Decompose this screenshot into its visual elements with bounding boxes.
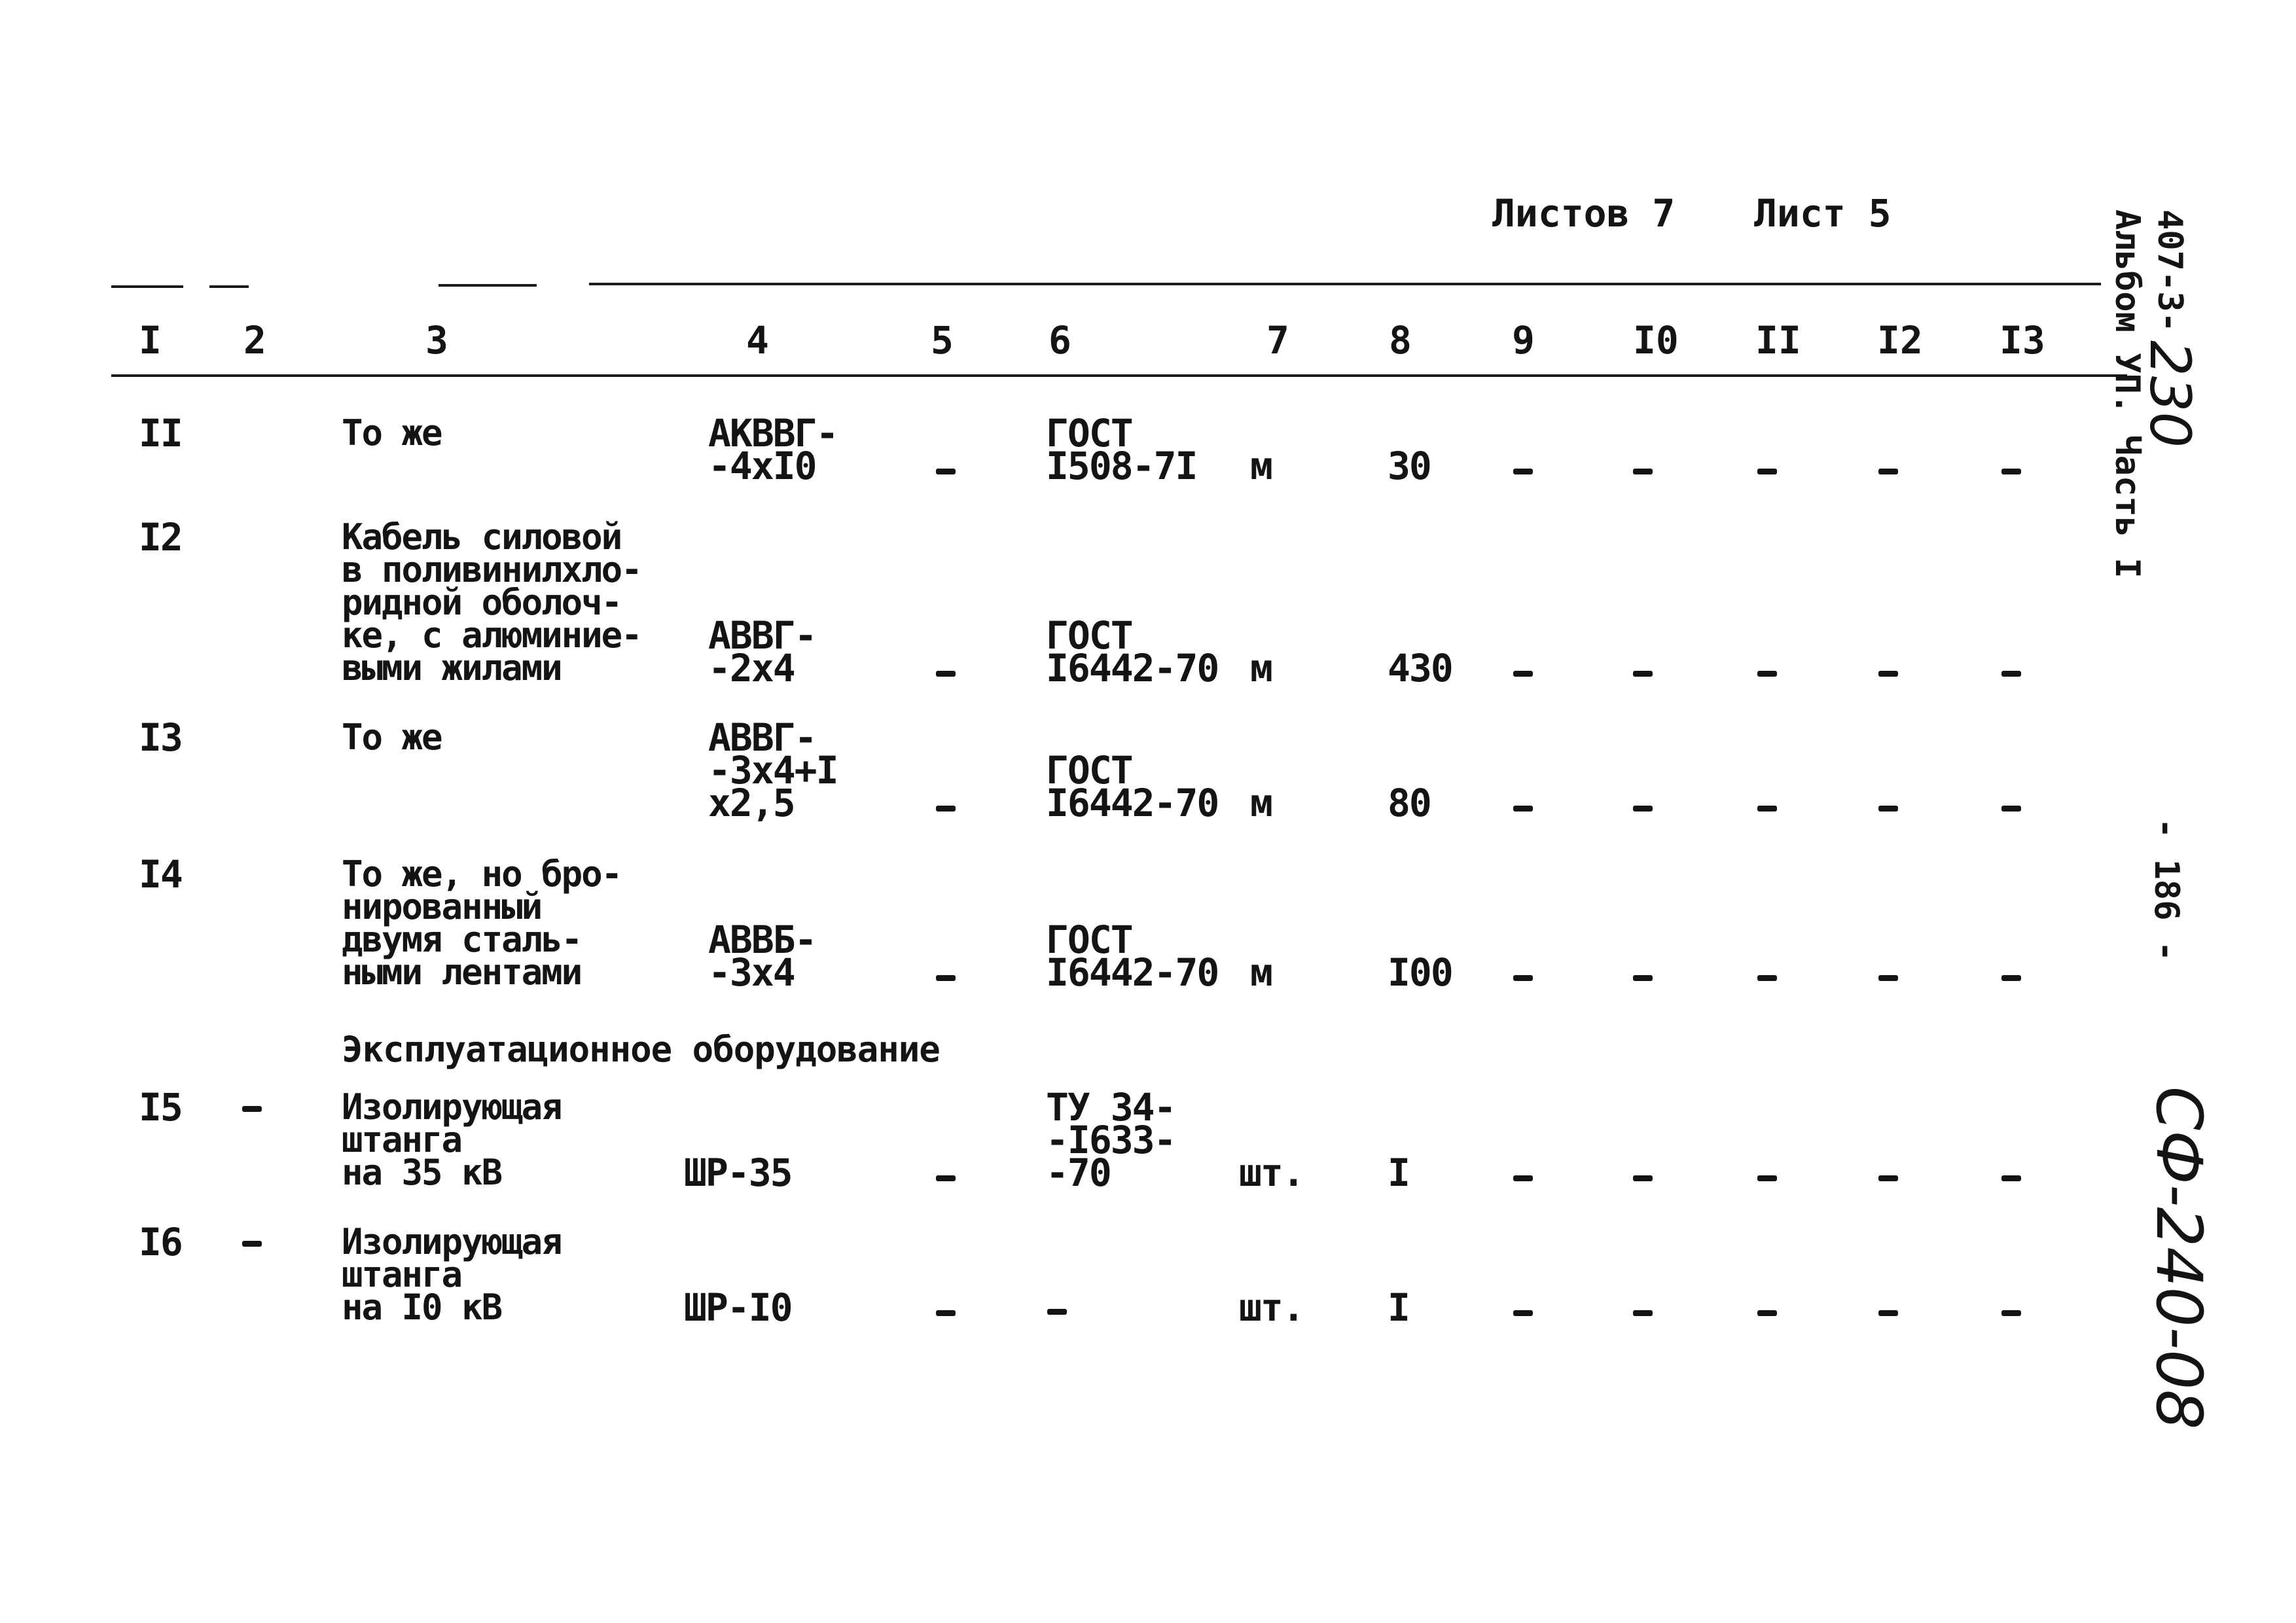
dash-mark — [2001, 469, 2021, 474]
row-number: II — [139, 411, 182, 455]
dash-mark — [936, 1175, 956, 1181]
dash-mark — [1757, 1310, 1777, 1316]
dash-mark — [2001, 975, 2021, 981]
standard-ref: ГОСТ — [1046, 613, 1132, 658]
dash-mark — [1878, 671, 1898, 677]
dash-mark — [1757, 975, 1777, 981]
dash-mark — [1513, 806, 1533, 812]
unit: шт. — [1239, 1150, 1304, 1195]
column-number: I3 — [2000, 318, 2045, 363]
item-name: нированный — [342, 886, 542, 927]
dash-mark — [1513, 1310, 1533, 1316]
item-name: выми жилами — [342, 647, 562, 688]
column-number: I — [139, 318, 162, 363]
item-name: ными лентами — [342, 952, 582, 993]
sheet-number: Лист 5 — [1754, 191, 1892, 236]
standard-ref: ГОСТ — [1046, 918, 1132, 962]
standard-ref: ГОСТ — [1046, 748, 1132, 793]
item-type: АВВБ- — [708, 918, 816, 962]
column-number: 8 — [1389, 318, 1412, 363]
dash-mark — [1757, 1175, 1777, 1181]
section-heading: Эксплуатационное оборудование — [342, 1029, 940, 1070]
dash-mark — [936, 975, 956, 981]
dash-mark — [2001, 1175, 2021, 1181]
archive-code-handwritten: СФ-240-08 — [2142, 1086, 2215, 1430]
item-name: в поливинилхло- — [342, 549, 641, 590]
dash-mark — [1757, 469, 1777, 474]
item-type: -3х4+I — [708, 748, 838, 793]
unit: м — [1250, 646, 1272, 690]
standard-ref: -70 — [1046, 1150, 1111, 1195]
dash-mark — [2001, 1310, 2021, 1316]
item-name: двумя сталь- — [342, 919, 582, 960]
top-rule — [589, 283, 2101, 285]
dash-mark — [242, 1106, 262, 1112]
row-number: I6 — [139, 1220, 182, 1264]
dash-mark — [1633, 1175, 1653, 1181]
dash-mark — [1633, 469, 1653, 474]
item-name: штанга — [342, 1254, 462, 1295]
standard-ref: -I633- — [1046, 1118, 1175, 1162]
item-type: АКВВГ- — [708, 411, 838, 455]
dash-mark — [1757, 671, 1777, 677]
dash-mark — [1513, 469, 1533, 474]
column-number: 5 — [931, 318, 954, 363]
dash-mark — [1878, 975, 1898, 981]
item-name: на 35 кВ — [342, 1152, 502, 1193]
dash-mark — [1878, 1310, 1898, 1316]
standard-ref: ГОСТ — [1046, 411, 1132, 455]
column-number: 9 — [1512, 318, 1535, 363]
standard-ref: I508-7I — [1046, 444, 1197, 488]
dash-mark — [1047, 1309, 1067, 1315]
row-number: I5 — [139, 1085, 182, 1130]
item-type: АВВГ- — [708, 613, 816, 658]
item-type: -3х4 — [708, 950, 795, 995]
dash-mark — [1513, 671, 1533, 677]
standard-ref: I6442-70 — [1046, 781, 1219, 825]
item-name: ке, с алюминие- — [342, 615, 641, 656]
column-number: I0 — [1633, 318, 1679, 363]
top-rule-fragment-1 — [111, 285, 183, 288]
dash-mark — [936, 806, 956, 812]
standard-ref: ТУ 34- — [1046, 1085, 1175, 1130]
item-type: -4хI0 — [708, 444, 816, 488]
item-name: штанга — [342, 1119, 462, 1160]
column-number: 4 — [746, 318, 769, 363]
page-number: - 186 - — [2147, 818, 2186, 962]
album-designation: Альбом УП. Часть I — [2108, 209, 2147, 579]
dash-mark — [1513, 975, 1533, 981]
dash-mark — [1633, 671, 1653, 677]
item-type: х2,5 — [708, 781, 795, 825]
top-rule-fragment-2 — [209, 285, 249, 288]
dash-mark — [1633, 806, 1653, 812]
dash-mark — [2001, 671, 2021, 677]
unit: м — [1250, 444, 1272, 488]
item-name: То же — [342, 717, 442, 758]
item-type: -2х4 — [708, 646, 795, 690]
quantity: 30 — [1388, 444, 1431, 488]
unit: м — [1250, 781, 1272, 825]
dash-mark — [2001, 806, 2021, 812]
document-number-handwritten: 230 — [2137, 340, 2202, 448]
row-number: I2 — [139, 515, 182, 560]
top-rule-fragment-3 — [439, 284, 537, 287]
item-name: Изолирующая — [342, 1086, 562, 1128]
column-number: II — [1755, 318, 1801, 363]
column-number: 6 — [1049, 318, 1071, 363]
item-name: Изолирующая — [342, 1221, 562, 1262]
document-number: 407-3- — [2150, 209, 2189, 332]
dash-mark — [1878, 1175, 1898, 1181]
quantity: I — [1388, 1285, 1409, 1330]
dash-mark — [1633, 975, 1653, 981]
row-number: I3 — [139, 715, 182, 760]
dash-mark — [936, 1310, 956, 1316]
item-name: на I0 кВ — [342, 1287, 502, 1328]
column-number: 3 — [425, 318, 448, 363]
unit: м — [1250, 950, 1272, 995]
standard-ref: I6442-70 — [1046, 646, 1219, 690]
standard-ref: I6442-70 — [1046, 950, 1219, 995]
quantity: 80 — [1388, 781, 1431, 825]
column-number: 2 — [243, 318, 266, 363]
item-name: Кабель силовой — [342, 516, 622, 558]
item-type: АВВГ- — [708, 715, 816, 760]
quantity: 430 — [1388, 646, 1452, 690]
dash-mark — [1633, 1310, 1653, 1316]
dash-mark — [936, 469, 956, 474]
dash-mark — [936, 671, 956, 677]
item-type: ШР-35 — [684, 1150, 792, 1195]
column-number: 7 — [1266, 318, 1289, 363]
item-name: То же, но бро- — [342, 853, 622, 895]
item-type: ШР-I0 — [684, 1285, 792, 1330]
header-bottom-rule — [111, 374, 2127, 377]
dash-mark — [1757, 806, 1777, 812]
quantity: I00 — [1388, 950, 1452, 995]
dash-mark — [1878, 469, 1898, 474]
dash-mark — [242, 1241, 262, 1247]
item-name: То же — [342, 412, 442, 454]
quantity: I — [1388, 1150, 1409, 1195]
dash-mark — [1878, 806, 1898, 812]
row-number: I4 — [139, 852, 182, 897]
column-number: I2 — [1877, 318, 1923, 363]
dash-mark — [1513, 1175, 1533, 1181]
item-name: ридной оболоч- — [342, 582, 622, 623]
sheets-count: Листов 7 — [1492, 191, 1676, 236]
unit: шт. — [1239, 1285, 1304, 1330]
